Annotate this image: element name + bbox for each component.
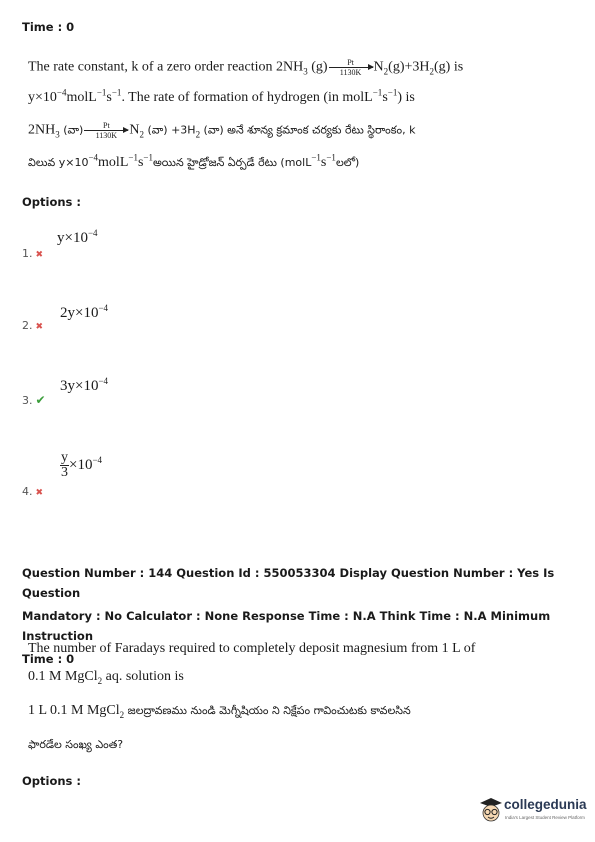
q144-text-te-line2: ఫారడేల సంఖ్య ఎంత? xyxy=(28,738,124,751)
reaction-arrow-icon: $\frac{Pt}{1130K}$ xyxy=(329,58,373,77)
question-meta: Question Number : 144 Question Id : 550053304 Display Question Number : Yes Is Question Mandatory : No Calculator : None Response Time : N.A Think Time : N.A Minimum Instruction Time : 0 xyxy=(22,566,555,666)
option-1-value: $y\times 10^{-4}$ xyxy=(57,228,98,246)
option-2-number: 2. ✖ xyxy=(22,319,44,332)
time-label: Time : 0 xyxy=(22,20,75,34)
option-4-value: $\frac{y}{3}$ $\times 10^{-4}$ xyxy=(61,450,103,480)
option-3-number: 3. ✔ xyxy=(22,393,46,407)
q144-text-en-line1: The number of Faradays required to completely deposit magnesium from 1 L of xyxy=(28,641,476,656)
cross-icon: ✖ xyxy=(35,322,44,332)
fraction: $\frac{y}{3}$ xyxy=(61,450,68,480)
question-text-te-line2: విలువ $y\times 10^{-4}molL^{-1}s^{-1}అయిన$ హైడ్రోజన్ ఏర్పడే రేటు $(molL^{-1}s^{-1}లలో)$ xyxy=(28,152,360,170)
option-1-number: 1. ✖ xyxy=(22,247,44,260)
options-label: Options : xyxy=(22,195,81,209)
collegedunia-logo: collegedunia India's Largest Student Review Platform xyxy=(478,795,590,831)
check-icon: ✔ xyxy=(35,393,46,407)
option-3-value: $3y\times 10^{-4}$ xyxy=(60,376,109,394)
option-4-number: 4. ✖ xyxy=(22,485,44,498)
cross-icon: ✖ xyxy=(35,488,44,498)
mascot-icon xyxy=(478,795,504,827)
question-text-en-line2: $y\times 10^{-4}molL^{-1}s^{-1}$. The rate of formation of hydrogen (in $molL^{-1}s^{-1}$) is xyxy=(28,87,415,105)
q144-text-en-line2: 0.1 M MgCl$_2$ aq. solution is xyxy=(28,669,184,686)
reaction-arrow-icon: $\frac{Pt}{1130K}$ xyxy=(84,121,128,140)
question-text-te-line1: $2NH_3$ (వా) $\frac{Pt}{1130K}$ $N_2$ (వా) $+3H_2$ (వా) అనే శూన్య క్రమాంక చర్యకు రేటు స్థిరాంకం, k xyxy=(28,121,416,140)
options-label: Options : xyxy=(22,774,81,788)
option-2-value: $2y\times 10^{-4}$ xyxy=(60,303,109,321)
question-text-en-line1: The rate constant, k of a zero order reaction $2NH_3$ (g) $\frac{Pt}{1130K}$ $N_2(g)+3H_2(g)$ is xyxy=(28,58,464,77)
q144-text-te-line1: 1 L 0.1 M MgCl$_2$ జలద్రావణము నుండి మెగ్నీషియం ని నిక్షేపం గావించుటకు కావలసిన xyxy=(28,703,411,720)
cross-icon: ✖ xyxy=(35,250,44,260)
